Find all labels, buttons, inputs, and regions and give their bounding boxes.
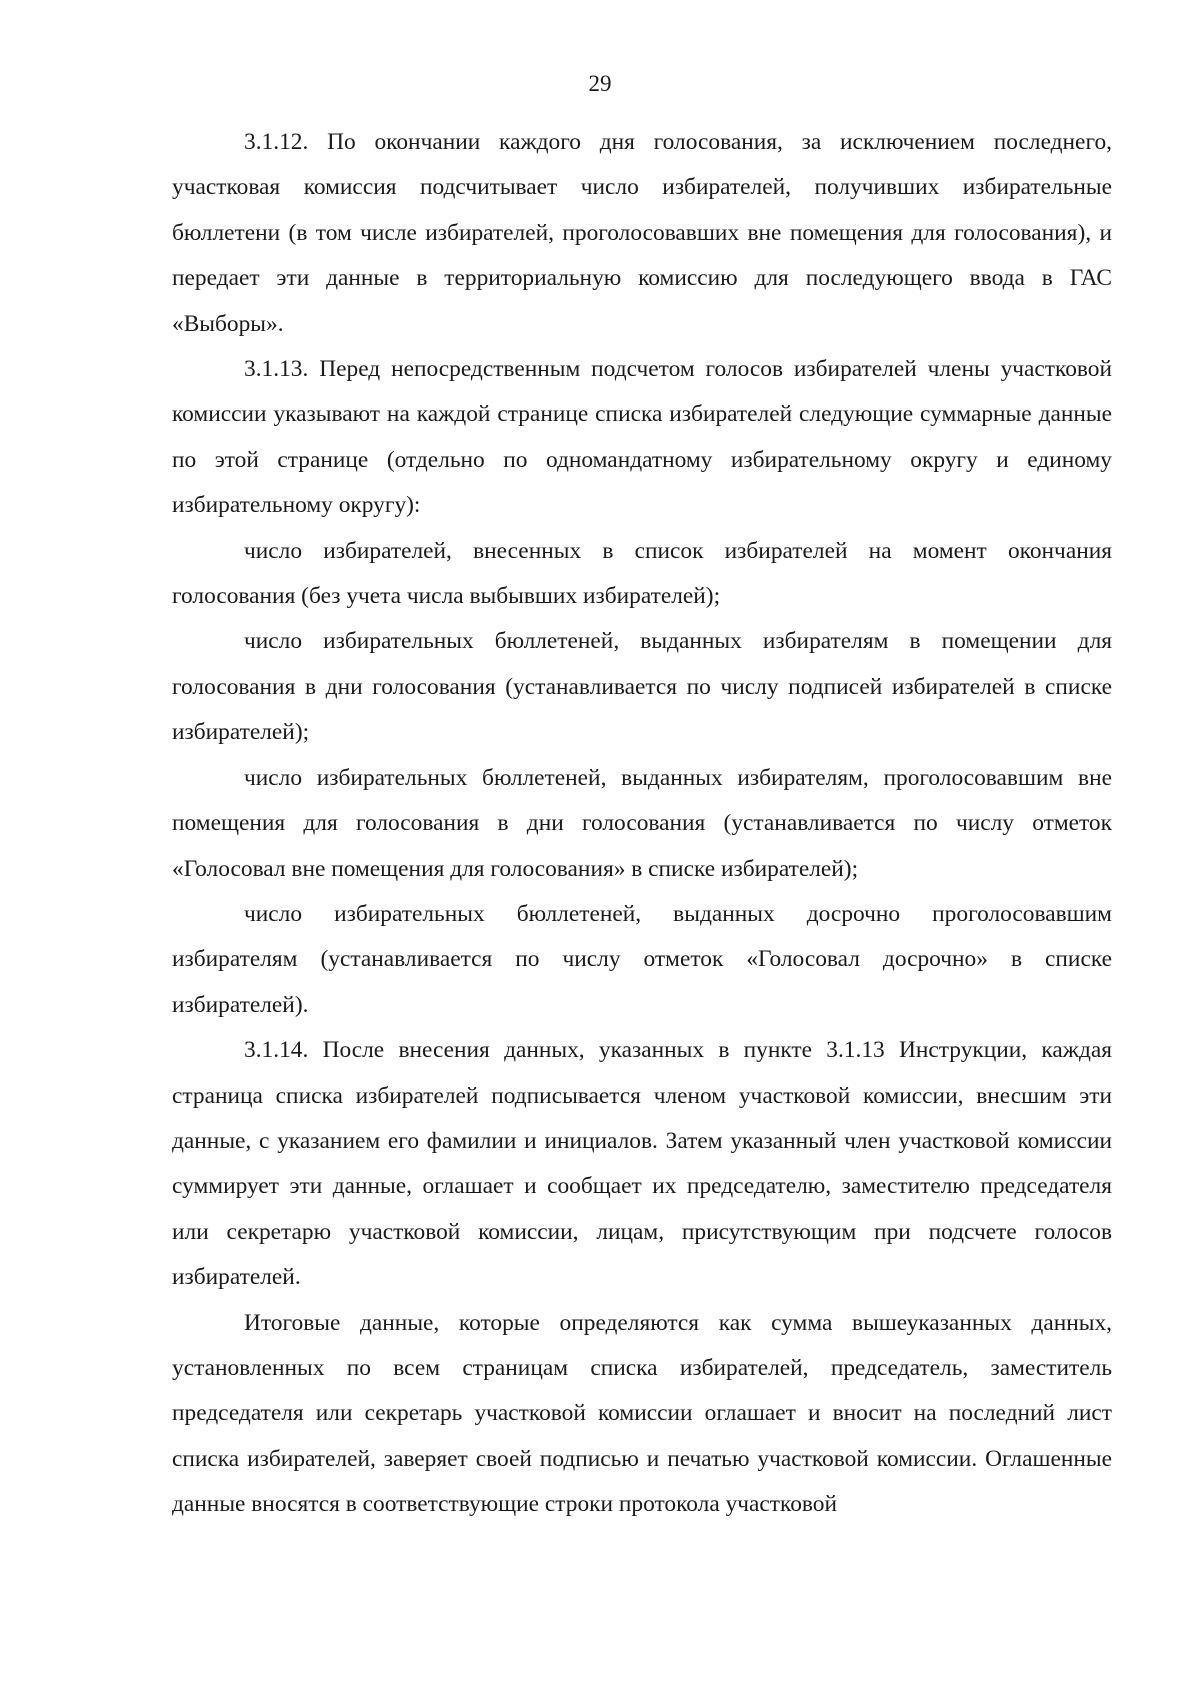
page-number: 29	[588, 71, 612, 96]
list-item-ballots-in-premises: число избирательных бюллетеней, выданных избирателям в помещении для голосования в дни голосования (устанавливается по числу подписей избирателей в списке избирателей);	[172, 628, 1112, 746]
document-body	[172, 120, 1112, 1528]
paragraph-3-1-12: 3.1.12. По окончании каждого дня голосования, за исключением последнего, участковая комиссия подсчитывает число избирателей, получивших избирательные бюллетени (в том числе избирателей, проголосовавших вне помещения для голосования), и передает эти данные в территориальную комиссию для последующего ввода в ГАС «Выборы».	[172, 129, 1112, 337]
paragraph-3-1-14: 3.1.14. После внесения данных, указанных в пункте 3.1.13 Инструкции, каждая страница списка избирателей подписывается членом участковой комиссии, внесшим эти данные, с указанием его фамилии и инициалов. Затем указанный член участковой комиссии суммирует эти данные, оглашает и сообщает их председателю, заместителю председателя или секретарю участковой комиссии, лицам, присутствующим при подсчете голосов избирателей.	[172, 1037, 1112, 1291]
list-item-ballots-early-voting: число избирательных бюллетеней, выданных досрочно проголосовавшим избирателям (устанавливается по числу отметок «Голосовал досрочно» в списке избирателей).	[172, 900, 1112, 1018]
paragraph-3-1-13: 3.1.13. Перед непосредственным подсчетом голосов избирателей члены участковой комиссии указывают на каждой странице списка избирателей следующие суммарные данные по этой странице (отдельно по одномандатному избирательному округу и единому избирательному округу):	[172, 356, 1112, 519]
list-item-ballots-outside-premises: число избирательных бюллетеней, выданных избирателям, проголосовавшим вне помещения для голосования в дни голосования (устанавливается по числу отметок «Голосовал вне помещения для голосования» в списке избирателей);	[172, 764, 1112, 882]
paragraph-final-data: Итоговые данные, которые определяются как сумма вышеуказанных данных, установленных по всем страницам списка избирателей, председатель, заместитель председателя или секретарь участковой комиссии оглашает и вносит на последний лист списка избирателей, заверяет своей подписью и печатью участковой комиссии. Оглашенные данные вносятся в соответствующие строки протокола участковой	[172, 1309, 1112, 1518]
list-item-voters-count: число избирателей, внесенных в список избирателей на момент окончания голосования (без учета числа выбывших избирателей);	[172, 537, 1112, 610]
